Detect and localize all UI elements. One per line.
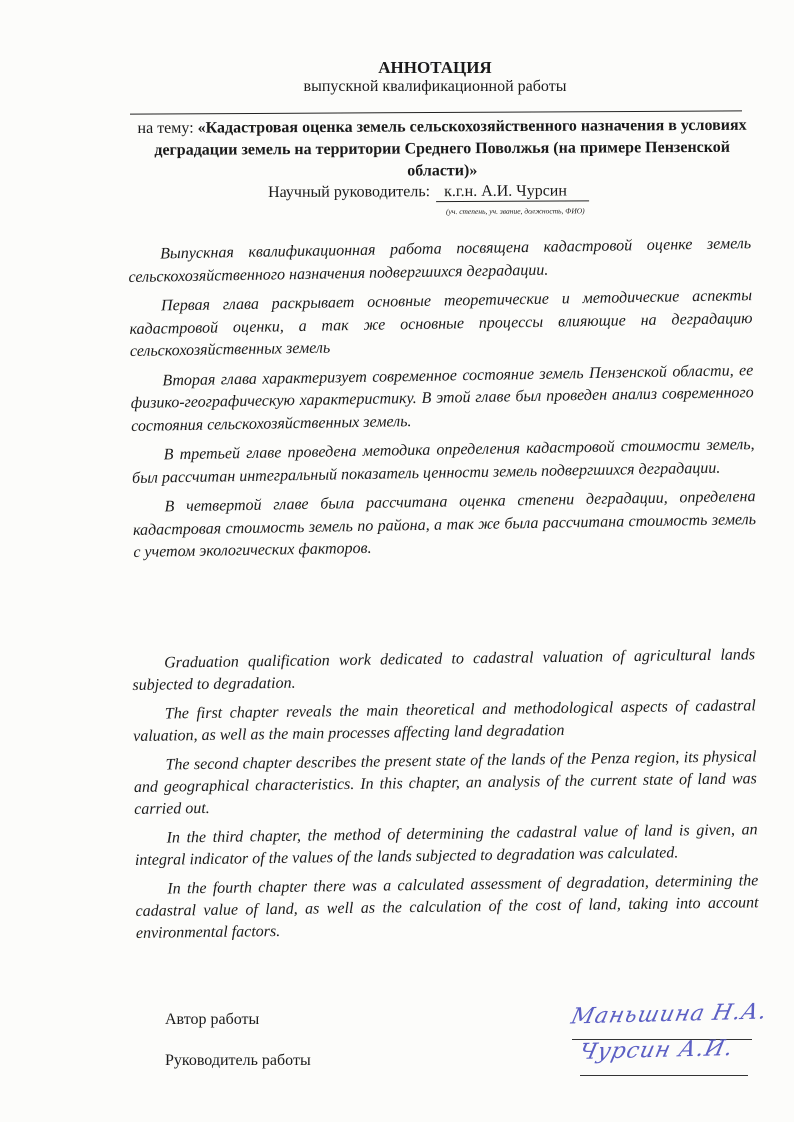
document-subtitle: выпускной квалификационной работы <box>303 78 567 95</box>
header-divider <box>130 110 742 114</box>
topic-text: «Кадастровая оценка земель сельскохозяйственного назначения в условиях деградации земель на территории Среднего Поволжья (на примере Пензенской области)» <box>154 116 747 180</box>
thesis-topic <box>126 115 758 184</box>
abstract-russian <box>128 233 757 571</box>
abstract-english <box>132 644 759 952</box>
author-signature-text: Маньшина Н.А. <box>568 999 770 1030</box>
abstract-ru-paragraph: В четвертой главе была рассчитана оценка степени деградации, определена кадастровая стоимость земель по района, а так же была рассчитана стоимость земель с учетом экологических факторов. <box>132 488 757 561</box>
abstract-ru-paragraph: В третьей главе проведена методика определения кадастровой стоимости земель, был рассчитан интегральный показатель ценности земель подвергшихся деградации. <box>131 436 755 487</box>
abstract-en-paragraph: In the fourth chapter there was a calculated assessment of degradation, determining the cadastral value of land, as well as the calculation of the cost of land, taking into account environmental factors. <box>135 872 759 942</box>
advisor-hint: (уч. степень, уч. звание, должность, ФИО) <box>446 206 585 216</box>
supervisor-signature-line <box>580 1075 748 1076</box>
advisor-label: Научный руководитель: <box>268 183 431 201</box>
supervisor-signature <box>576 1036 755 1078</box>
abstract-ru-paragraph: Выпускная квалификационная работа посвящена кадастровой оценке земель сельскохозяйственного назначения подвергшихся деградации. <box>128 235 752 286</box>
abstract-en-paragraph: In the third chapter, the method of determining the cadastral value of land is given, an integral indicator of the values of the lands subjected to degradation was calculated. <box>134 821 758 869</box>
abstract-en-paragraph: The first chapter reveals the main theoretical and methodological aspects of cadastral valuation, as well as the main processes affecting land degradation <box>133 697 756 745</box>
abstract-en-paragraph: The second chapter describes the present state of the lands of the Penza region, its physical and geographical characteristics. In this chapter, an analysis of the current state of land was carried out. <box>133 748 757 818</box>
advisor-name: к.г.н. А.И. Чурсин <box>436 182 589 202</box>
topic-prefix: на тему: <box>137 119 198 137</box>
supervisor-signature-text: Чурсин А.И. <box>576 1036 736 1065</box>
supervisor-label: Руководитель работы <box>165 1052 311 1069</box>
author-label: Автор работы <box>165 1011 260 1028</box>
scientific-advisor <box>268 182 589 203</box>
abstract-en-paragraph: Graduation qualification work dedicated to cadastral valuation of agricultural lands subjected to degradation. <box>132 646 756 694</box>
document-title: АННОТАЦИЯ <box>378 58 492 77</box>
abstract-ru-paragraph: Первая глава раскрывает основные теоретические и методические аспекты кадастровой оценки, а так же основные процессы влияющие на деградацию сельскохозяйственных земель <box>129 287 753 360</box>
abstract-ru-paragraph: Вторая глава характеризует современное состояние земель Пензенской области, ее физико-географическую характеристику. В этой главе был проведен анализ современного состояния сельскохозяйственных земель. <box>130 361 754 435</box>
